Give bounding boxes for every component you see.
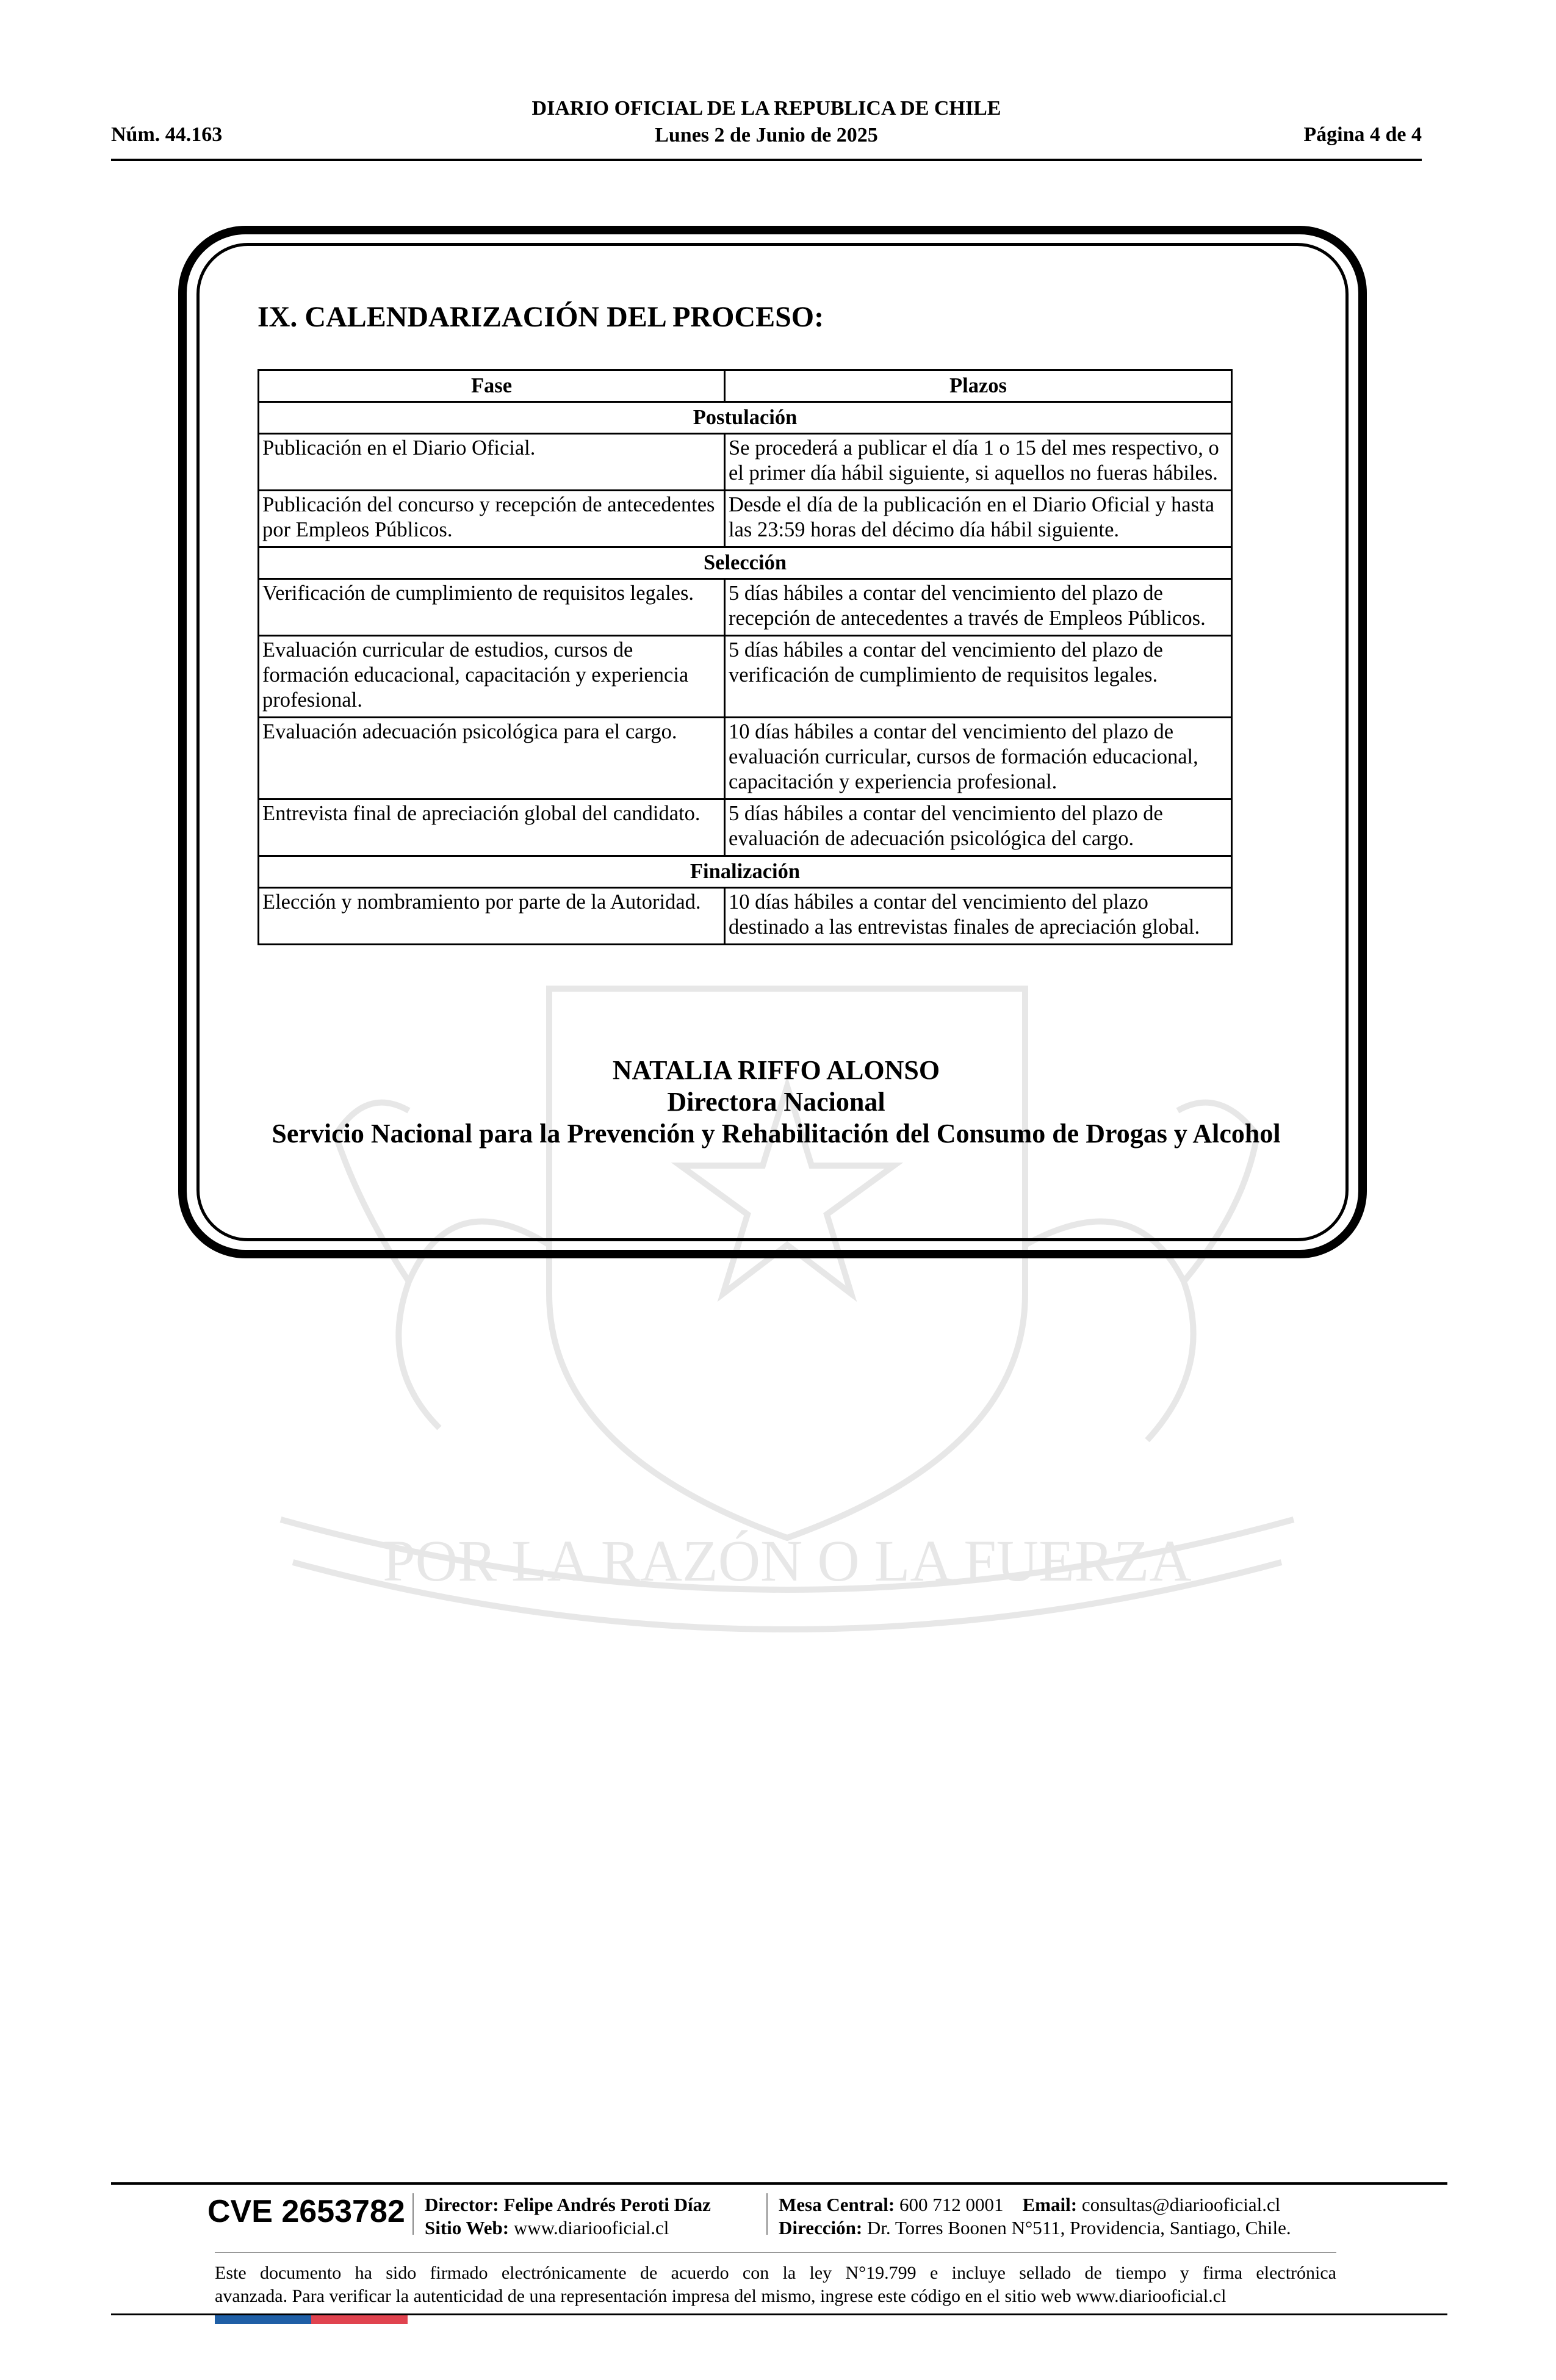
- signature-block: [258, 1055, 1295, 1150]
- table-row: [259, 491, 1232, 547]
- issue-number: Núm. 44.163: [111, 123, 223, 146]
- signatory-name: NATALIA RIFFO ALONSO: [612, 1055, 940, 1085]
- fase-cell: Elección y nombramiento por parte de la Autoridad.: [259, 888, 725, 945]
- group-row: [259, 856, 1232, 888]
- publication-title: DIARIO OFICIAL DE LA REPUBLICA DE CHILE: [531, 97, 1001, 120]
- section-title: IX. CALENDARIZACIÓN DEL PROCESO:: [258, 301, 824, 333]
- table-row: [259, 718, 1232, 799]
- group-row: [259, 402, 1232, 434]
- plazo-cell: 5 días hábiles a contar del vencimiento del plazo de evaluación de adecuación psicológica del cargo.: [725, 799, 1232, 856]
- table-row: [259, 799, 1232, 856]
- watermark-motto: POR LA RAZÓN O LA FUERZA: [383, 1528, 1192, 1593]
- page-header: [111, 92, 1422, 161]
- fase-cell: Evaluación adecuación psicológica para el cargo.: [259, 718, 725, 799]
- plazo-cell: 5 días hábiles a contar del vencimiento del plazo de verificación de cumplimiento de requisitos legales.: [725, 636, 1232, 718]
- group-label: Selección: [259, 547, 1232, 579]
- footer-director-block: [425, 2193, 711, 2240]
- column-header-fase: Fase: [259, 370, 725, 402]
- flag-bar-blue: [215, 2315, 311, 2324]
- masthead: [111, 95, 1422, 149]
- phone-number: 600 712 0001: [899, 2194, 1004, 2215]
- footer-contact-block: [779, 2193, 1291, 2240]
- legal-line: Este documento ha sido firmado electrónicamente de acuerdo con la ley N°19.799 e incluye sellado de tiempo y firma electrónica: [215, 2263, 1336, 2283]
- address-text: Dr. Torres Boonen N°511, Providencia, Santiago, Chile.: [866, 2217, 1291, 2238]
- cve-code: CVE 2653782: [207, 2194, 405, 2229]
- footer-separator: [412, 2193, 414, 2235]
- table-row: [259, 579, 1232, 636]
- signatory-institution: Servicio Nacional para la Prevención y Rehabilitación del Consumo de Drogas y Alcohol: [272, 1119, 1281, 1149]
- table-row: [259, 434, 1232, 491]
- fase-cell: Entrevista final de apreciación global del candidato.: [259, 799, 725, 856]
- footer-divider: [111, 2182, 1447, 2185]
- address-label: Dirección:: [779, 2217, 863, 2238]
- legal-notice: [215, 2262, 1336, 2308]
- email-link[interactable]: consultas@diariooficial.cl: [1081, 2194, 1281, 2215]
- director-label: Director:: [425, 2194, 499, 2215]
- table-row: [259, 888, 1232, 945]
- flag-bar-red: [311, 2315, 408, 2324]
- table-row: [259, 636, 1232, 718]
- page-number: Página 4 de 4: [1303, 123, 1422, 146]
- group-label: Postulación: [259, 402, 1232, 434]
- group-label: Finalización: [259, 856, 1232, 888]
- phone-label: Mesa Central:: [779, 2194, 895, 2215]
- plazo-cell: 5 días hábiles a contar del vencimiento del plazo de recepción de antecedentes a través de Empleos Públicos.: [725, 579, 1232, 636]
- footer-thin-divider: [215, 2252, 1336, 2253]
- table-header-row: [259, 370, 1232, 402]
- web-label: Sitio Web:: [425, 2217, 510, 2238]
- publication-date: Lunes 2 de Junio de 2025: [655, 124, 878, 146]
- process-calendar-table: [258, 369, 1233, 945]
- director-name: Felipe Andrés Peroti Díaz: [503, 2194, 711, 2215]
- group-row: [259, 547, 1232, 579]
- column-header-plazos: Plazos: [725, 370, 1232, 402]
- signatory-title: Directora Nacional: [667, 1087, 885, 1117]
- fase-cell: Evaluación curricular de estudios, cursos de formación educacional, capacitación y experiencia profesional.: [259, 636, 725, 718]
- footer-separator: [766, 2193, 768, 2235]
- plazo-cell: Se procederá a publicar el día 1 o 15 del mes respectivo, o el primer día hábil siguiente, si aquellos no fueras hábiles.: [725, 434, 1232, 491]
- legal-line: avanzada. Para verificar la autenticidad de una representación impresa del mismo, ingrese este código en el sitio web www.diariooficial.cl: [215, 2286, 1226, 2306]
- plazo-cell: 10 días hábiles a contar del vencimiento del plazo destinado a las entrevistas finales de apreciación global.: [725, 888, 1232, 945]
- fase-cell: Publicación en el Diario Oficial.: [259, 434, 725, 491]
- plazo-cell: Desde el día de la publicación en el Diario Oficial y hasta las 23:59 horas del décimo día hábil siguiente.: [725, 491, 1232, 547]
- fase-cell: Verificación de cumplimiento de requisitos legales.: [259, 579, 725, 636]
- fase-cell: Publicación del concurso y recepción de antecedentes por Empleos Públicos.: [259, 491, 725, 547]
- plazo-cell: 10 días hábiles a contar del vencimiento del plazo de evaluación curricular, cursos de formación educacional, capacitación y experiencia profesional.: [725, 718, 1232, 799]
- website-link[interactable]: www.diariooficial.cl: [513, 2217, 669, 2238]
- email-label: Email:: [1022, 2194, 1078, 2215]
